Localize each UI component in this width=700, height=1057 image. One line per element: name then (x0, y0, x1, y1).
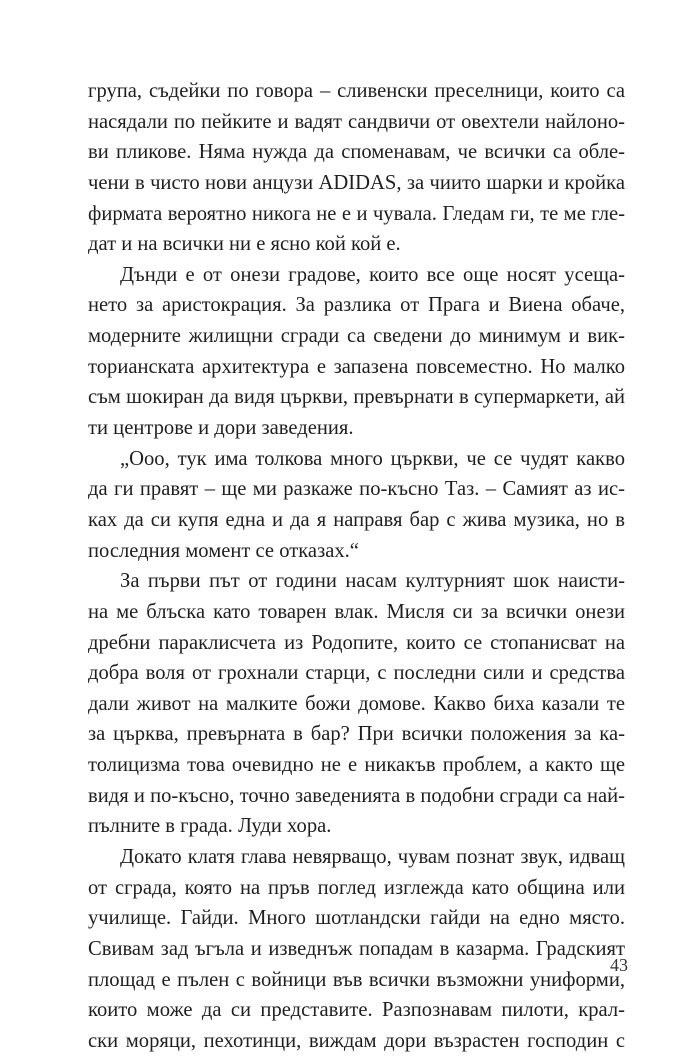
text-line: добра воля от грохнали старци, с последни сили и средства (88, 662, 625, 685)
paragraph (88, 566, 625, 842)
text-line: толицизма това очевидно не е никакъв проблем, а както ще (88, 754, 625, 777)
text-line: на ме блъска като товарен влак. Мисля си за всички онези (88, 600, 625, 623)
text-line: „Ооо, тук има толкова много църкви, че се чудят какво (120, 447, 625, 470)
text-line: модерните жилищни сгради са сведени до минимум и вик- (88, 325, 625, 348)
text-line: Докато клатя глава невярващо, чувам познат звук, идващ (120, 846, 625, 869)
paragraph (88, 76, 625, 260)
page-number: 43 (610, 955, 628, 975)
text-line: насядали по пейките и вадят сандвичи от овехтели найлоно- (88, 110, 625, 133)
text-line: последния момент се отказах.“ (88, 539, 359, 562)
text-line: ви пликове. Няма нужда да споменавам, че всички са обле- (88, 141, 625, 164)
body-text (88, 76, 625, 1057)
text-line: фирмата вероятно никога не е и чувала. Гледам ги, те ме гле- (88, 202, 625, 225)
text-line: пълните в града. Луди хора. (88, 815, 332, 838)
paragraph (88, 842, 625, 1056)
text-line: ски моряци, пехотинци, виждам дори възрастен господин с (88, 1029, 625, 1052)
text-line: Свивам зад ъгъла и изведнъж попадам в казарма. Градският (88, 937, 625, 960)
text-line: съм шокиран да видя църкви, превърнати в супермаркети, ай (88, 386, 625, 409)
text-line: чени в чисто нови анцузи ADIDAS, за чиито шарки и кройка (88, 171, 625, 194)
text-line: училище. Гайди. Много шотландски гайди на едно място. (88, 907, 625, 930)
text-line: дребни параклисчета из Родопите, които се стопанисват на (88, 631, 625, 654)
text-line: площад е пълен с войници във всички възможни униформи, (88, 968, 625, 991)
text-line: за църква, превърната в бар? При всички положения за ка- (88, 723, 625, 746)
paragraph (88, 444, 625, 567)
text-line: група, съдейки по говора – сливенски преселници, които са (88, 80, 625, 102)
text-line: нето за аристокрация. За разлика от Прага и Виена обаче, (88, 294, 625, 317)
paragraph (88, 260, 625, 444)
text-line: да ги правят – ще ми разкаже по-късно Таз. – Самият аз ис- (88, 478, 625, 501)
text-line: видя и по-късно, точно заведенията в подобни сгради са най- (88, 784, 625, 807)
text-line: За първи път от години насам културният шок наисти- (120, 570, 625, 593)
text-line: Дънди е от онези градове, които все още носят усеща- (120, 263, 625, 286)
text-line: ти центрове и дори заведения. (88, 417, 354, 440)
text-line: които може да си представите. Разпознавам пилоти, крал- (88, 999, 625, 1022)
text-line: дали живот на малките божи домове. Какво биха казали те (88, 692, 625, 715)
text-line: дат и на всички ни е ясно кой кой е. (88, 233, 401, 256)
text-line: от сграда, която на пръв поглед изглежда като община или (88, 876, 625, 899)
text-line: торианската архитектура е запазена повсеместно. Но малко (88, 355, 625, 378)
text-line: ках да си купя една и да я направя бар с жива музика, но в (88, 508, 625, 531)
